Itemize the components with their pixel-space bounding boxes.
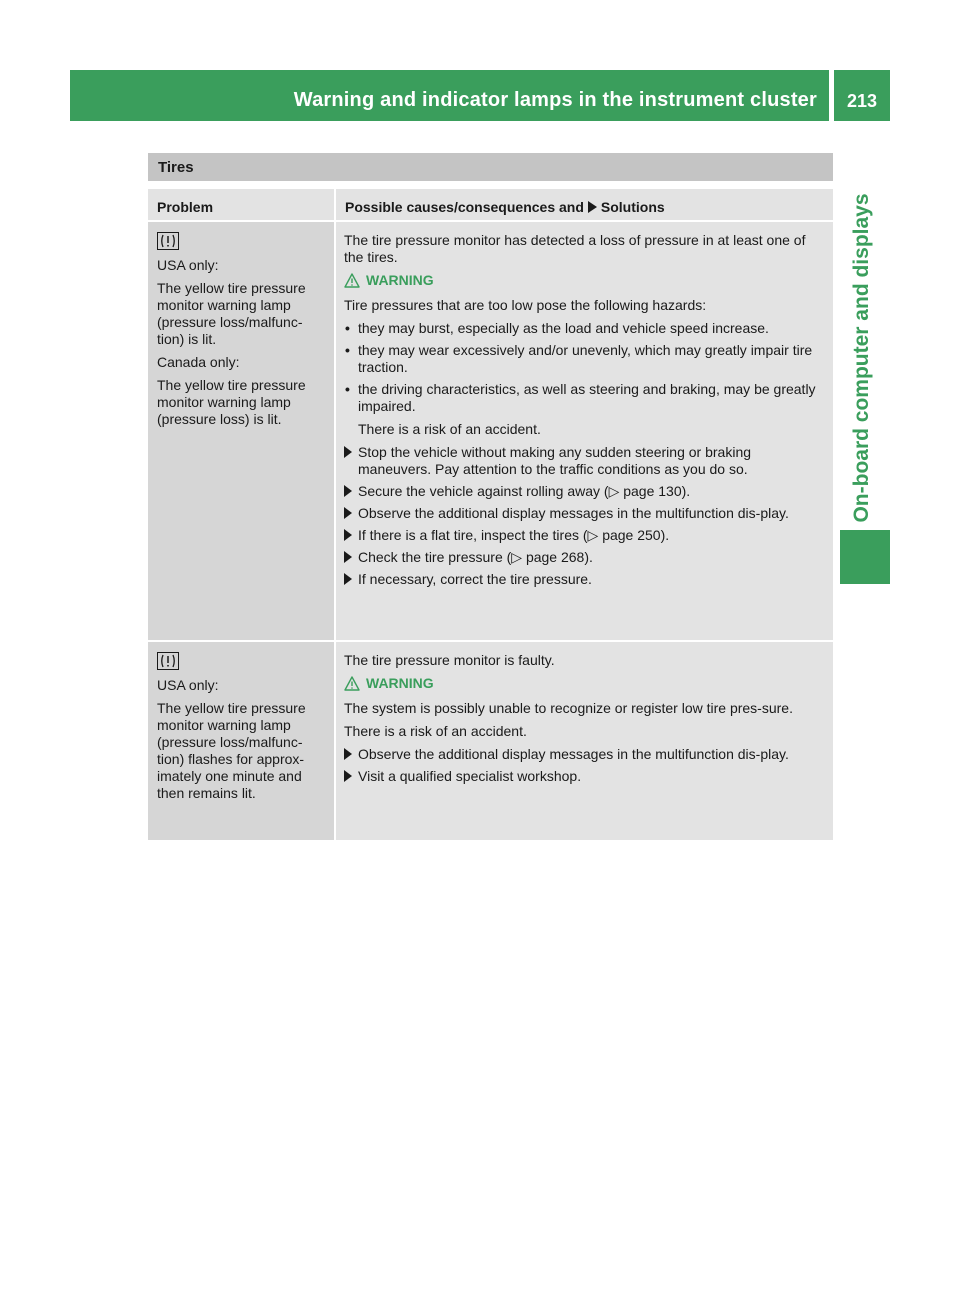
column-header-problem: Problem — [148, 189, 336, 220]
warning-triangle-icon — [344, 273, 360, 288]
tires-table — [148, 153, 833, 840]
solutions-cell — [336, 222, 833, 640]
column-header-solutions-part2: Solutions — [600, 199, 665, 215]
instruction-step — [344, 444, 827, 478]
step-text: Visit a qualified specialist workshop. — [358, 768, 582, 784]
section-title: Tires — [148, 153, 833, 181]
step-text: Observe the additional display messages in the multifunction dis-play. — [358, 505, 789, 521]
risk-text: There is a risk of an accident. — [358, 421, 541, 437]
tire-pressure-warning-icon — [157, 652, 179, 670]
instruction-step — [344, 768, 827, 785]
column-header-solutions-part1: Possible causes/consequences and — [345, 199, 584, 215]
step-text: Stop the vehicle without making any sudden steering or braking maneuvers. Pay attention to the traffic conditions as you do so. — [358, 444, 752, 477]
chapter-thumb-block — [840, 530, 890, 584]
usa-problem-text: The yellow tire pressure monitor warning lamp (pressure loss/malfunc-tion) flashes for approx-imately one minute and then remains lit. — [157, 700, 306, 801]
action-arrow-icon — [588, 201, 597, 213]
step-text: If there is a flat tire, inspect the tires (▷ page 250). — [358, 527, 670, 543]
system-text: The system is possibly unable to recognize or register low tire pres-sure. — [344, 700, 793, 716]
warning-heading — [344, 675, 827, 692]
hazards-intro: Tire pressures that are too low pose the following hazards: — [344, 297, 707, 313]
step-arrow-icon — [344, 527, 358, 544]
cause-text: The tire pressure monitor has detected a loss of pressure in at least one of the tires. — [344, 232, 806, 265]
step-text: If necessary, correct the tire pressure. — [358, 571, 592, 587]
usa-only-label: USA only: — [157, 677, 219, 693]
problem-cell — [148, 642, 336, 840]
warning-triangle-icon — [344, 676, 360, 691]
running-header-title: Warning and indicator lamps in the instrument cluster — [293, 89, 817, 111]
instruction-step — [344, 549, 827, 566]
warning-label: WARNING — [366, 675, 434, 691]
instruction-step — [344, 746, 827, 763]
step-arrow-icon — [344, 549, 358, 566]
instruction-step — [344, 505, 827, 522]
page-number: 213 — [846, 91, 878, 111]
chapter-side-label: On-board computer and displays — [850, 193, 873, 523]
step-text: Observe the additional display messages in the multifunction dis-play. — [358, 746, 789, 762]
page-number-box — [834, 70, 890, 121]
step-text: Check the tire pressure (▷ page 268). — [358, 549, 593, 565]
risk-text: There is a risk of an accident. — [344, 723, 527, 739]
instruction-step — [344, 483, 827, 500]
warning-heading — [344, 272, 827, 289]
list-item: • they may wear excessively and/or unevenly, which may greatly impair tire traction. — [344, 342, 827, 376]
warning-label: WARNING — [366, 272, 434, 288]
usa-only-label: USA only: — [157, 257, 219, 273]
column-header-solutions — [336, 189, 833, 220]
table-header-row — [148, 189, 833, 222]
table-gap — [148, 181, 833, 189]
list-item: • the driving characteristics, as well as steering and braking, may be greatly impaired. — [344, 381, 827, 415]
step-text: Secure the vehicle against rolling away (▷ page 130). — [358, 483, 691, 499]
step-arrow-icon — [344, 746, 358, 763]
table-row — [148, 640, 833, 840]
usa-problem-text: The yellow tire pressure monitor warning lamp (pressure loss/malfunc-tion) is lit. — [157, 280, 306, 347]
solutions-cell — [336, 642, 833, 840]
table-row — [148, 222, 833, 640]
hazard-list — [344, 320, 827, 415]
instruction-step — [344, 571, 827, 588]
step-arrow-icon — [344, 444, 358, 478]
cause-text: The tire pressure monitor is faulty. — [344, 652, 555, 668]
instruction-step — [344, 527, 827, 544]
step-arrow-icon — [344, 768, 358, 785]
step-arrow-icon — [344, 571, 358, 588]
step-arrow-icon — [344, 483, 358, 500]
tire-pressure-warning-icon — [157, 232, 179, 250]
list-item: • they may burst, especially as the load and vehicle speed increase. — [344, 320, 827, 337]
canada-problem-text: The yellow tire pressure monitor warning lamp (pressure loss) is lit. — [157, 377, 306, 427]
step-arrow-icon — [344, 505, 358, 522]
running-header — [70, 70, 829, 121]
canada-only-label: Canada only: — [157, 354, 240, 370]
problem-cell — [148, 222, 336, 640]
